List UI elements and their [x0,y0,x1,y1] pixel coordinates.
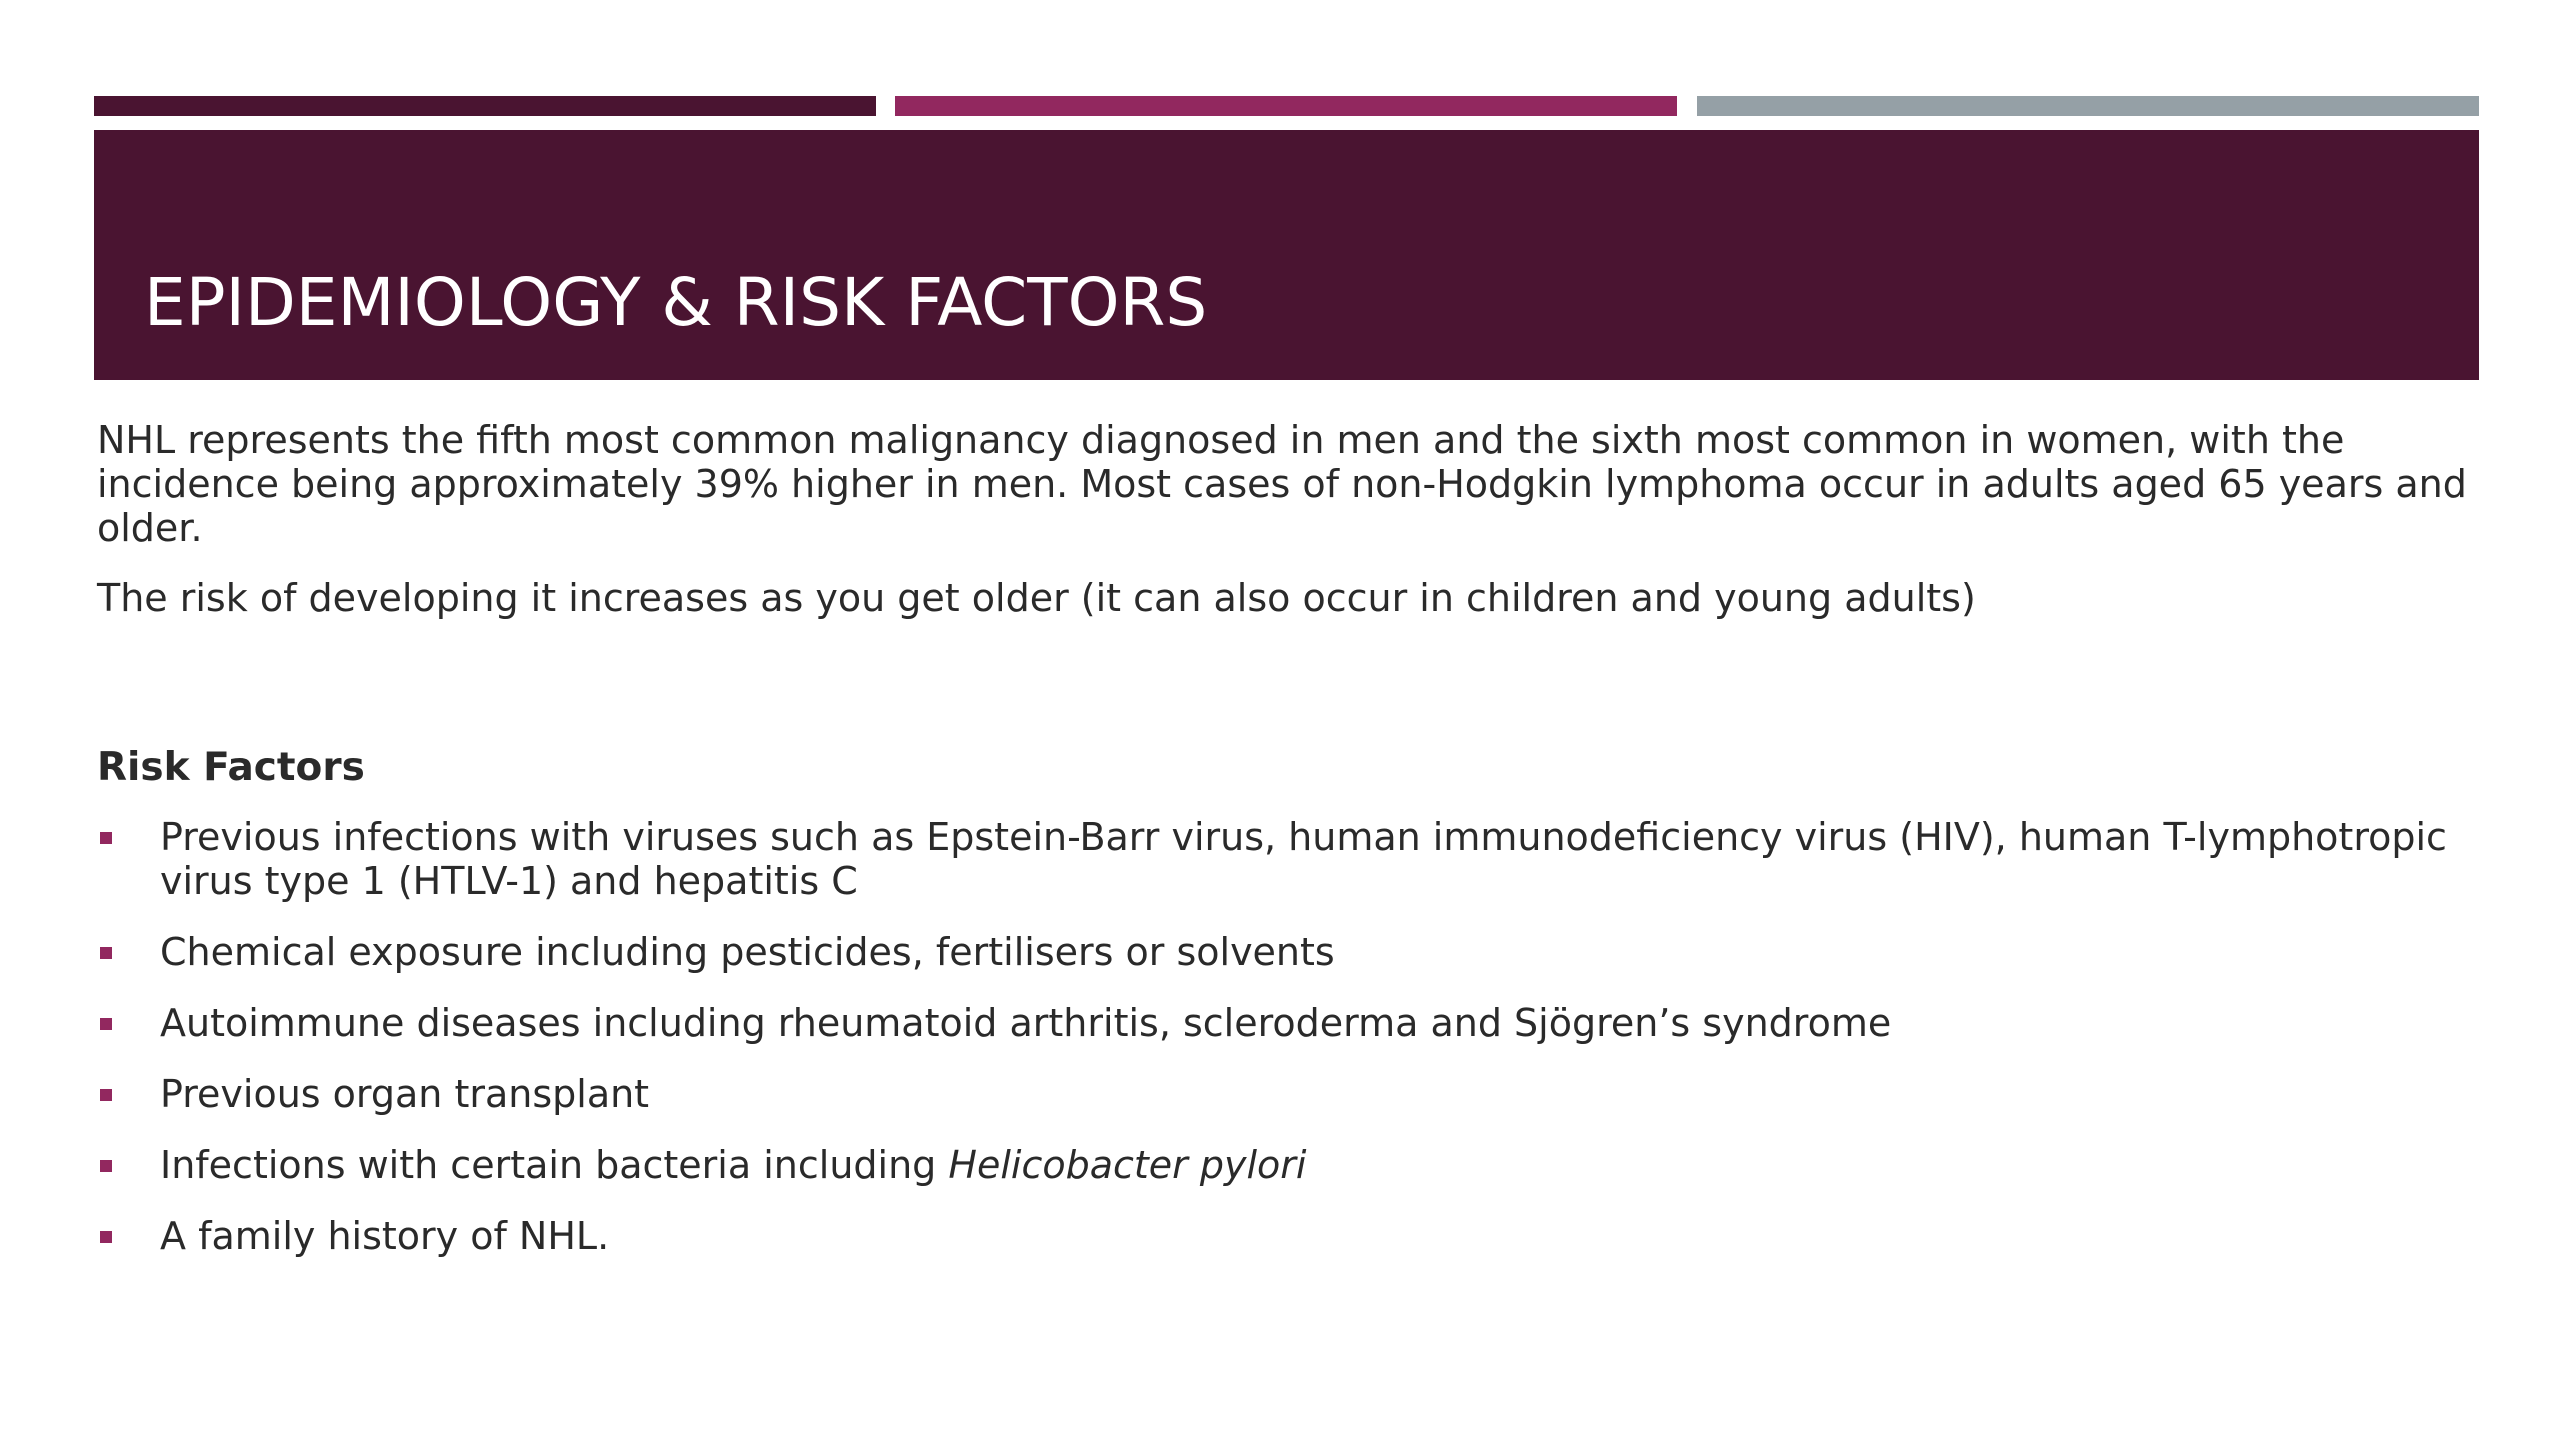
risk-factors-heading: Risk Factors [97,745,365,790]
risk-factors-list [97,815,2472,1285]
list-item [97,815,2472,903]
list-item-text: Autoimmune diseases including rheumatoid arthritis, scleroderma and Sjögren’s syndrome [160,1001,1892,1045]
title-band [94,130,2479,380]
intro-paragraph-1: NHL represents the fifth most common malignancy diagnosed in men and the sixth most common in women, with the incidence being approximately 39% higher in men. Most cases of non-Hodgkin lymphoma occur in adults aged 65 years and older. [97,418,2467,550]
list-item [97,1001,2472,1045]
list-item-text: Previous infections with viruses such as Epstein-Barr virus, human immunodeficiency virus (HIV), human T-lymphotropic virus type 1 (HTLV-1) and hepatitis C [160,815,2447,903]
slide-title: EPIDEMIOLOGY & RISK FACTORS [144,264,1208,341]
list-item [97,1072,2472,1116]
intro-paragraph-2: The risk of developing it increases as you get older (it can also occur in children and young adults) [97,576,1976,620]
accent-bar-magenta [895,96,1677,116]
list-item-text: A family history of NHL. [160,1214,610,1258]
square-bullet-icon [100,947,112,959]
square-bullet-icon [100,1231,112,1243]
list-item-text: Previous organ transplant [160,1072,650,1116]
list-item [97,1143,2472,1187]
square-bullet-icon [100,1160,112,1172]
square-bullet-icon [100,832,112,844]
list-item-text: Infections with certain bacteria including [160,1143,949,1187]
square-bullet-icon [100,1018,112,1030]
list-item [97,1214,2472,1258]
intro-text [97,418,2472,646]
list-item [97,930,2472,974]
bacteria-name: Helicobacter pylori [948,1143,1307,1187]
accent-bar-gray [1697,96,2479,116]
square-bullet-icon [100,1089,112,1101]
list-item-text: Chemical exposure including pesticides, fertilisers or solvents [160,930,1335,974]
accent-bar-dark [94,96,876,116]
